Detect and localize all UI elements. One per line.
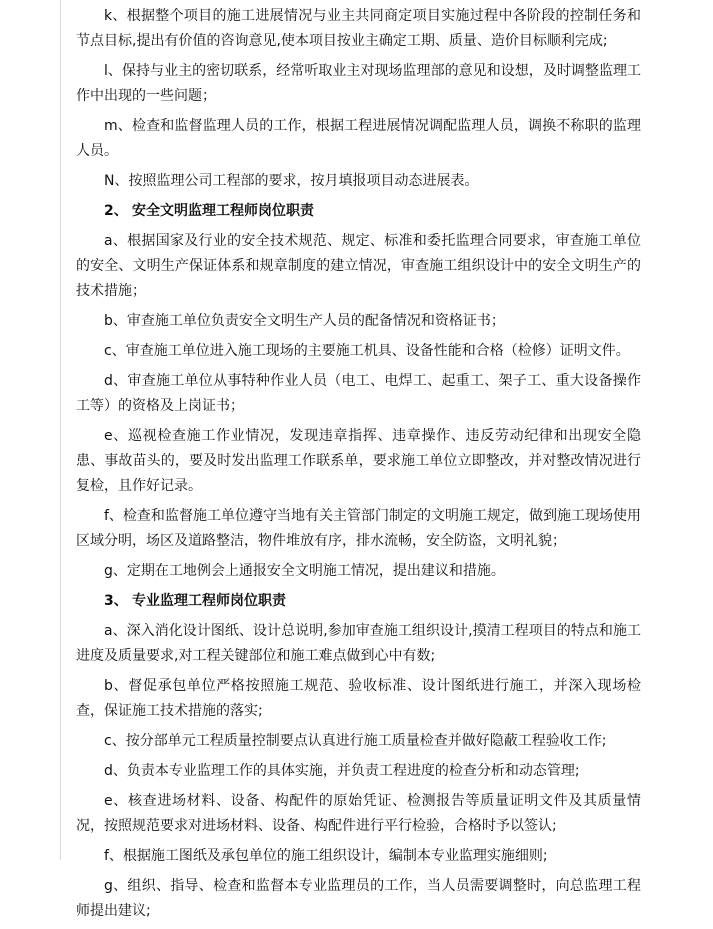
paragraph-specialty-f: f、根据施工图纸及承包单位的施工组织设计，编制本专业监理实施细则; [104,848,548,864]
paragraph-safety-g: g、定期在工地例会上通报安全文明施工情况，提出建议和措施。 [104,563,505,579]
section-number: 3、 [104,593,128,609]
paragraph-specialty-d: d、负责本专业监理工作的具体实施，并负责工程进度的检查分析和动态管理; [104,763,580,779]
paragraph-l: l、保持与业主的密切联系，经常听取业主对现场监理部的意见和设想，及时调整监理工作中出现的一些问题； [76,63,641,104]
paragraph-specialty-a: a、深入消化设计图纸、设计总说明,参加审查施工组织设计,摸清工程项目的特点和施工进度及质量要求,对工程关键部位和施工难点做到心中有数; [76,623,641,664]
paragraph-safety-c: c、审查施工单位进入施工现场的主要施工机具、设备性能和合格（检修）证明文件。 [104,343,630,359]
paragraph-k: k、根据整个项目的施工进展情况与业主共同商定项目实施过程中各阶段的控制任务和节点目标,提出有价值的咨询意见,使本项目按业主确定工期、质量、造价目标顺利完成; [76,8,641,49]
paragraph-safety-b: b、审查施工单位负责安全文明生产人员的配备情况和资格证书； [104,313,505,329]
section-title: 专业监理工程师岗位职责 [132,593,286,609]
paragraph-specialty-c: c、按分部单元工程质量控制要点认真进行施工质量检查并做好隐蔽工程验收工作; [104,733,607,749]
paragraph-n: N、按照监理公司工程部的要求，按月填报项目动态进展表。 [104,173,479,189]
paragraph-specialty-e: e、核查进场材料、设备、构配件的原始凭证、检测报告等质量证明文件及其质量情况，按照规范要求对进场材料、设备、构配件进行平行检验，合格时予以签认; [76,793,641,834]
section-title: 安全文明监理工程师岗位职责 [132,203,314,219]
paragraph-safety-e: e、巡视检查施工作业情况，发现违章指挥、违章操作、违反劳动纪律和出现安全隐患、事故苗头的，要及时发出监理工作联系单，要求施工单位立即整改，并对整改情况进行复检，且作好记录。 [76,428,641,494]
section-heading-safety [76,199,641,224]
paragraph-specialty-b: b、督促承包单位严格按照施工规范、验收标准、设计图纸进行施工，并深入现场检查，保证施工技术措施的落实; [76,678,641,719]
paragraph-safety-a: a、根据国家及行业的安全技术规范、规定、标准和委托监理合同要求，审查施工单位的安全、文明生产保证体系和规章制度的建立情况，审查施工组织设计中的安全文明生产的技术措施； [76,233,641,299]
paragraph-specialty-g: g、组织、指导、检查和监督本专业监理员的工作，当人员需要调整时，向总监理工程师提出建议; [76,878,641,919]
paragraph-m: m、检查和监督监理人员的工作，根据工程进展情况调配监理人员，调换不称职的监理人员。 [76,118,641,159]
section-heading-specialty [76,589,641,614]
paragraph-safety-d: d、审查施工单位从事特种作业人员（电工、电焊工、起重工、架子工、重大设备操作工等）的资格及上岗证书； [76,373,641,414]
section-number: 2、 [104,203,128,219]
page-margin-rule [60,0,61,860]
document-page [76,0,641,929]
paragraph-safety-f: f、检查和监督施工单位遵守当地有关主管部门制定的文明施工规定，做到施工现场使用区域分明，场区及道路整洁，物件堆放有序，排水流畅，安全防盗，文明礼貌； [76,508,641,549]
